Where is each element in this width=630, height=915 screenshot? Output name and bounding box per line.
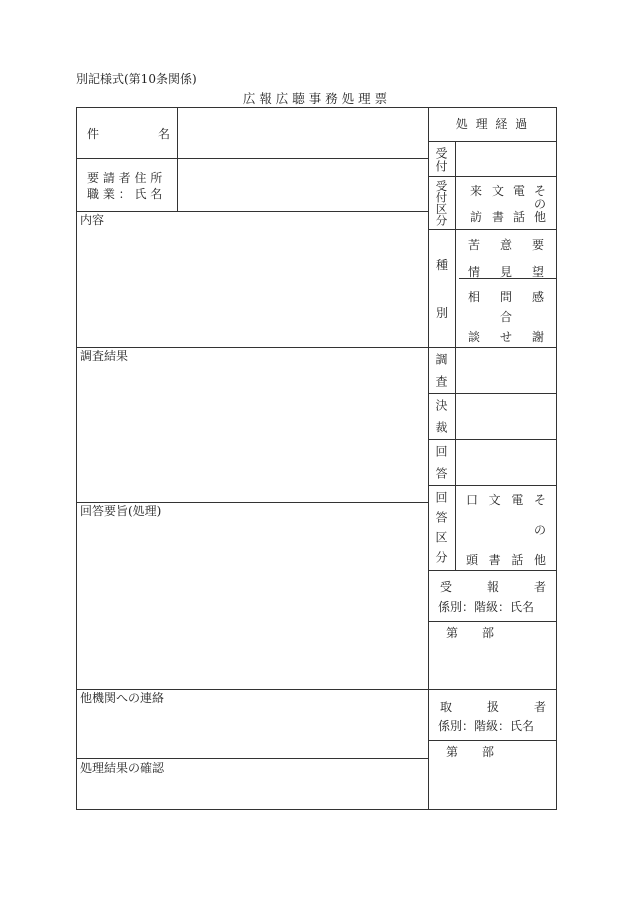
receiver-title-3: 者 [534,580,547,594]
kk-blank-1 [466,521,478,538]
uketsuke-label: 受付 [434,147,448,173]
receiver-dept-2: 部 [482,626,495,640]
type-blank-1 [468,308,480,325]
handler-title-3: 者 [534,700,547,714]
uk-opt-denwa-2: 話 [513,210,526,224]
type-toiawase-3: せ [499,330,512,344]
type-toiawase-2: 合 [499,310,512,324]
kk-blank-2 [489,521,501,538]
kk-denwa-2: 話 [511,553,524,567]
liaison-field[interactable] [77,706,427,757]
kaitou-field[interactable] [456,440,556,485]
content-field[interactable] [77,228,427,346]
requester-field[interactable] [178,159,427,211]
type-youbou-1: 要 [531,238,544,252]
type-youbou-2: 望 [531,265,544,279]
process-header: 処 理 経 過 [455,117,530,131]
answer-summary-label: 回答要旨(処理) [80,504,162,518]
handler-dept-2: 部 [482,745,495,759]
chousa-label: 調査 [434,353,448,397]
uk-opt-raihou-2: 訪 [470,210,483,224]
uketsuke-kubun-label: 受付区分 [434,180,449,226]
type-kujou-1: 苦 [468,238,481,252]
receiver-subtitle: 係別：階級：氏名 [438,600,535,614]
handler-title-2: 扱 [487,700,500,714]
kk-sonota-3: 他 [533,553,546,567]
receiver-dept-1: 第 [446,626,459,640]
shubetsu-label-bottom: 別 [436,306,449,320]
form-title: 広 報 広 聴 事 務 処 理 票 [242,91,388,106]
type-toiawase-1: 問 [499,290,512,304]
handler-dept-1: 第 [446,745,459,759]
kaitou-label: 回答 [434,445,448,489]
uk-opt-denwa-1: 電 [513,184,526,198]
handler-field[interactable] [429,741,556,808]
type-soudan-2: 談 [468,330,481,344]
kk-bunsho-1: 文 [488,493,501,507]
type-blank-2 [532,308,544,325]
investigation-result-label: 調査結果 [80,349,129,363]
uk-opt-bunsho-1: 文 [492,184,505,198]
subject-field[interactable] [178,108,427,158]
uk-opt-raihou-1: 来 [470,184,483,198]
handler-subtitle: 係別：階級：氏名 [438,719,535,733]
kk-blank-3 [511,521,523,538]
subject-label: 件 [87,127,100,141]
form-note: 別記様式(第10条関係) [76,72,197,86]
uketsuke-field[interactable] [456,142,556,176]
uk-opt-sonota-3: 他 [534,210,547,224]
kk-sonota-1: そ [533,493,546,507]
receiver-title-1: 受 [440,580,453,594]
answer-summary-field[interactable] [77,519,427,688]
kk-bunsho-2: 書 [488,553,501,567]
type-soudan-1: 相 [468,290,481,304]
chousa-field[interactable] [456,348,556,393]
subject-label-2: 名 [158,127,171,141]
kk-koutou-1: 口 [466,493,479,507]
uk-opt-bunsho-2: 書 [492,210,505,224]
receiver-title-2: 報 [487,580,500,594]
kaitou-kubun-label: 回答区分 [434,491,448,571]
kessai-field[interactable] [456,394,556,439]
uk-opt-sonota-1: そ [534,184,547,198]
investigation-result-field[interactable] [77,364,427,501]
kaitou-kubun-options[interactable] [466,489,552,567]
shubetsu-label-top: 種 [436,258,449,272]
type-iken-1: 意 [499,238,512,252]
type-kansha-2: 謝 [531,330,544,344]
uketsuke-kubun-options[interactable] [462,182,552,226]
liaison-label: 他機関への連絡 [80,691,165,705]
kk-denwa-1: 電 [511,493,524,507]
content-label: 内容 [80,213,105,227]
kessai-label: 決裁 [434,399,448,443]
confirmation-field[interactable] [77,776,427,808]
kk-koutou-2: 頭 [466,553,479,567]
requester-label-line2: 職 業 ： 氏 名 [87,187,163,201]
requester-label-line1: 要 請 者 住 所 [87,171,163,185]
uk-opt-sonota-2: の [534,197,547,211]
type-iken-2: 見 [499,265,512,279]
type-kansha-1: 感 [531,290,544,304]
receiver-field[interactable] [429,622,556,688]
confirmation-label: 処理結果の確認 [80,761,165,775]
type-jouhou: 情 [468,265,481,279]
handler-title-1: 取 [440,700,453,714]
kk-sonota-2: の [533,523,546,537]
shubetsu-options[interactable] [468,232,548,344]
